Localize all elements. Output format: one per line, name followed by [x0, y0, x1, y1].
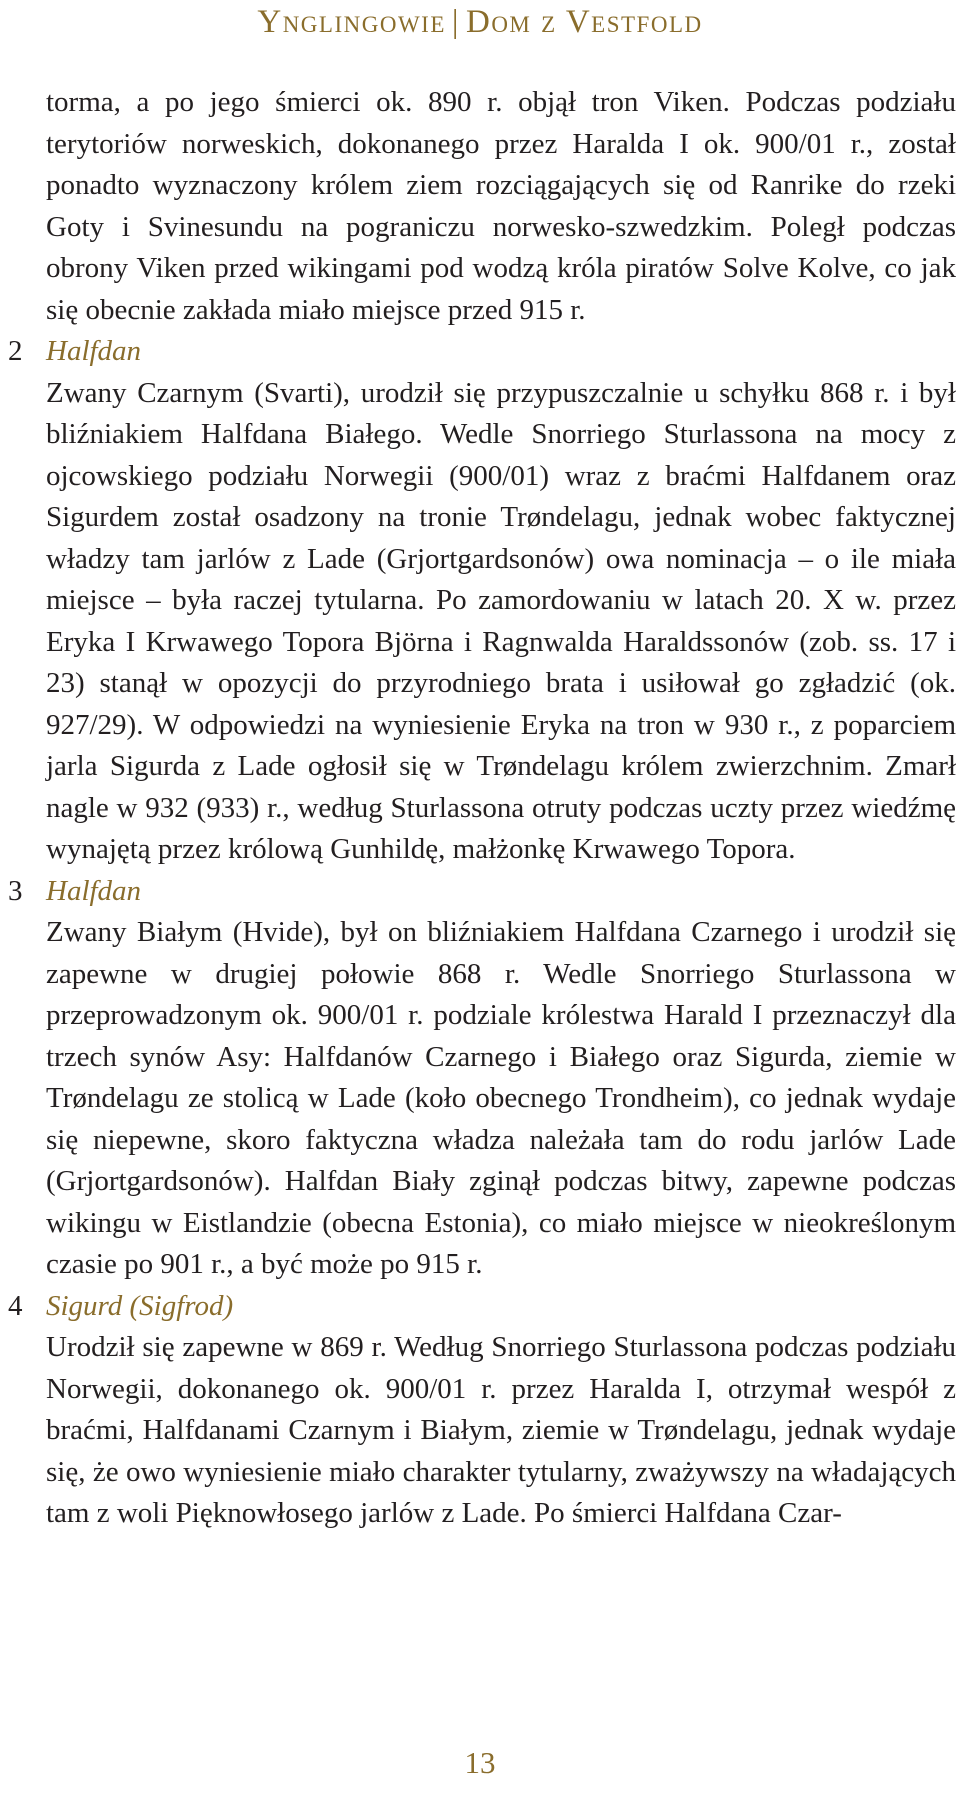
entry-2: [8, 331, 956, 871]
entry-text: Urodził się zapewne w 869 r. Według Snorriego Sturlassona podczas podziału Norwegii, dokonanego ok. 900/01 r. przez Haralda I, otrzymał wespół z braćmi, Halfdanami Czarnym i Białym, ziemie w Trøndelagu, jednak wydaje się, że owo wyniesienie miało charakter tytularny, zważywszy na władających tam z woli Pięknowłosego jarlów z Lade. Po śmierci Halfdana Czar-: [46, 1331, 956, 1529]
running-header: [0, 4, 960, 41]
entry-number: 3: [8, 874, 23, 907]
entry-heading: [8, 1286, 956, 1328]
body-text: [8, 82, 956, 1535]
page-number: 13: [464, 1745, 496, 1780]
entry-name: Halfdan: [46, 874, 142, 907]
entry-number: 4: [8, 1289, 23, 1322]
entry-3: [8, 871, 956, 1286]
header-house: Dom z Vestfold: [465, 4, 703, 40]
entry-name: Halfdan: [46, 335, 142, 367]
entry-text: Zwany Białym (Hvide), był on bliźniakiem Halfdana Czarnego i urodził się zapewne w drugiej połowie 868 r. Wedle Snorriego Sturlassona w przeprowadzonym ok. 900/01 r. podziale królestwa Harald I przeznaczył dla trzech synów Asy: Halfdanów Czarnego i Białego oraz Sigurda, ziemie w Trøndelagu ze stolicą w Lade (koło obecnego Trondheim), co jednak wydaje się niepewne, skoro faktyczna władza należała tam do rodu jarlów Lade (Grjortgardsonów). Halfdan Biały zginął podczas bitwy, zapewne podczas wikingu w Eistlandzie (obecna Estonia), co miało miejsce w nieokreślonym czasie po 901 r., a być może po 915 r.: [46, 916, 956, 1280]
intro-paragraph: torma, a po jego śmierci ok. 890 r. objął tron Viken. Podczas podziału terytoriów norweskich, dokonanego przez Haralda I ok. 900/01 r., został ponadto wyznaczony królem ziem rozciągających się od Ranrike do rzeki Goty i Svinesundu na pograniczu norwesko-szwedzkim. Poległ podczas obrony Viken przed wikingami pod wodzą króla piratów Solve Kolve, co jak się obecnie zakłada miało miejsce przed 915 r.: [46, 86, 956, 326]
header-separator: |: [451, 4, 460, 40]
header-dynasty: Ynglingowie: [257, 4, 446, 40]
entry-number: 2: [8, 335, 23, 367]
entry-name: Sigurd (Sigfrod): [46, 1289, 234, 1322]
entry-text: Zwany Czarnym (Svarti), urodził się przypuszczalnie u schyłku 868 r. i był bliźniakiem Halfdana Białego. Wedle Snorriego Sturlassona na mocy z ojcowskiego podziału Norwegii (900/01) wraz z braćmi Halfdanem oraz Sigurdem został osadzony na tronie Trøndelagu, jednak wobec faktycznej władzy tam jarlów z Lade (Grjortgardsonów) owa nominacja – o ile miała miejsce – była raczej tytularna. Po zamordowaniu w latach 20. X w. przez Eryka I Krwawego Topora Björna i Ragnwalda Haraldssonów (zob. ss. 17 i 23) stanął w opozycji do przyrodniego brata i usiłował go zgładzić (ok. 927/29). W odpowiedzi na wyniesienie Eryka na tron w 930 r., z poparciem jarla Sigurda z Lade ogłosił się w Trøndelagu królem zwierzchnim. Zmarł nagle w 932 (933) r., według Sturlassona otruty podczas uczty przez wiedźmę wynajętą przez królową Gunhildę, małżonkę Krwawego Topora.: [46, 376, 956, 865]
entry-heading: [8, 331, 956, 373]
entry-4: [8, 1286, 956, 1535]
entry-heading: [8, 871, 956, 913]
